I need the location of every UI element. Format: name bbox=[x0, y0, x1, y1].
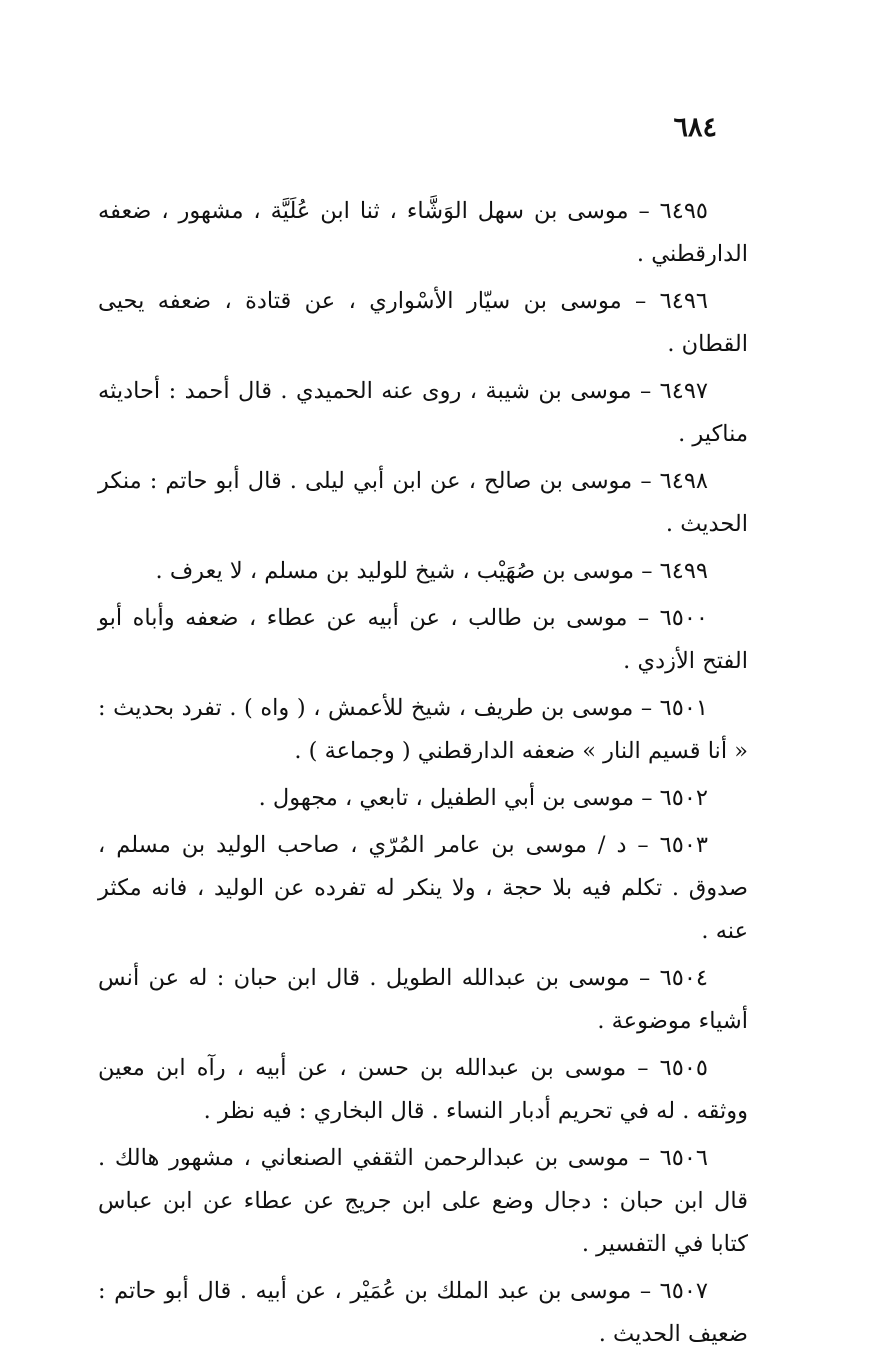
entry-6505: ٦٥٠٥ – موسى بن عبدالله بن حسن ، عن أبيه ، رآه ابن معين ووثقه . له في تحريم أدبار النساء . قال البخاري : فيه نظر . bbox=[98, 1055, 748, 1124]
entry-6496: ٦٤٩٦ – موسى بن سيّار الأسْواري ، عن قتادة ، ضعفه يحيى القطان . bbox=[98, 288, 748, 357]
entries-list bbox=[98, 190, 748, 1360]
entry-6503: ٦٥٠٣ – د / موسى بن عامر المُرّي ، صاحب الوليد بن مسلم ، صدوق . تكلم فيه بلا حجة ، ولا ينكر له تفرده عن الوليد ، فانه مكثر عنه . bbox=[98, 832, 748, 944]
entry-6507: ٦٥٠٧ – موسى بن عبد الملك بن عُمَيْر ، عن أبيه . قال أبو حاتم : ضعيف الحديث . bbox=[98, 1278, 748, 1347]
entry-6495: ٦٤٩٥ – موسى بن سهل الوَشَّاء ، ثنا ابن عُلَيَّة ، مشهور ، ضعفه الدارقطني . bbox=[98, 198, 748, 267]
page-number: ٦٨٤ bbox=[673, 112, 717, 143]
entry-6506: ٦٥٠٦ – موسى بن عبدالرحمن الثقفي الصنعاني ، مشهور هالك . قال ابن حبان : دجال وضع على ابن جريج عن عطاء عن ابن عباس كتابا في التفسير . bbox=[98, 1145, 748, 1257]
entry-6500: ٦٥٠٠ – موسى بن طالب ، عن أبيه عن عطاء ، ضعفه وأباه أبو الفتح الأزدي . bbox=[98, 605, 748, 674]
entry-6501: ٦٥٠١ – موسى بن طريف ، شيخ للأعمش ، ( واه ) . تفرد بحديث : « أنا قسيم النار » ضعفه الدارقطني ( وجماعة ) . bbox=[98, 695, 748, 764]
entry-6502: ٦٥٠٢ – موسى بن أبي الطفيل ، تابعي ، مجهول . bbox=[258, 785, 708, 811]
entry-6504: ٦٥٠٤ – موسى بن عبدالله الطويل . قال ابن حبان : له عن أنس أشياء موضوعة . bbox=[98, 965, 748, 1034]
entry-6498: ٦٤٩٨ – موسى بن صالح ، عن ابن أبي ليلى . قال أبو حاتم : منكر الحديث . bbox=[98, 468, 748, 537]
entry-6499: ٦٤٩٩ – موسى بن صُهَيْب ، شيخ للوليد بن مسلم ، لا يعرف . bbox=[155, 558, 708, 584]
entry-6497: ٦٤٩٧ – موسى بن شيبة ، روى عنه الحميدي . قال أحمد : أحاديثه مناكير . bbox=[98, 378, 748, 447]
